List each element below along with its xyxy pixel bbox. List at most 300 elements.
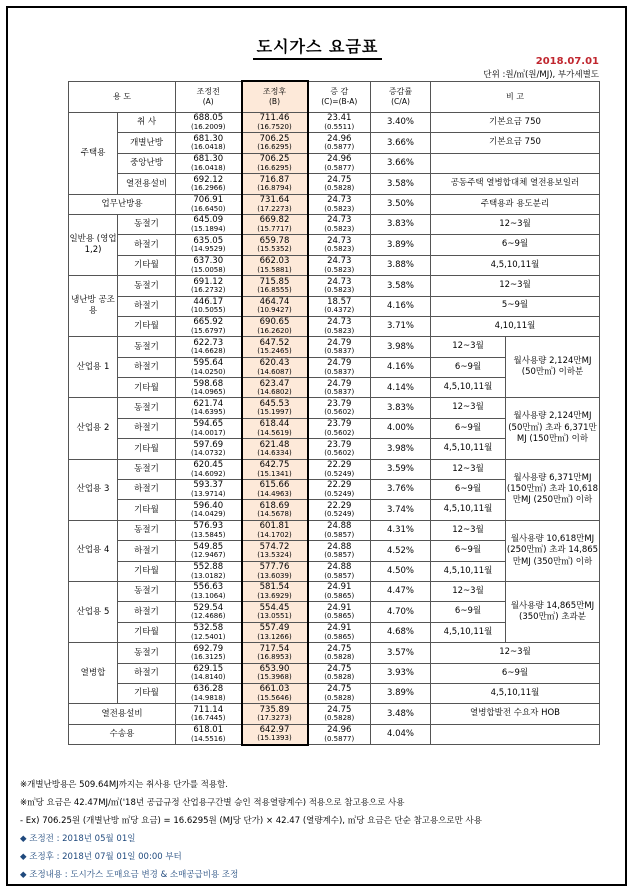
diff-cell — [308, 296, 371, 316]
after-cell — [242, 500, 308, 520]
before-cell — [176, 235, 242, 255]
before-cell-value: 645.09 — [193, 215, 224, 226]
before-cell — [176, 602, 242, 622]
table-row — [69, 214, 600, 234]
after-cell-per-mj: (16.6295) — [257, 143, 292, 152]
table-row — [69, 704, 600, 724]
usage-subtype: 중앙난방 — [118, 153, 176, 173]
diff-cell — [308, 602, 371, 622]
usage-subtype: 기타월 — [118, 439, 176, 459]
after-cell-per-mj: (15.1393) — [257, 734, 292, 743]
before-cell-value: 711.14 — [193, 704, 224, 715]
before-cell-per-mj: (13.9714) — [191, 489, 226, 498]
after-cell-value: 621.48 — [259, 439, 290, 450]
diff-cell-per-mj: (0.5249) — [324, 489, 355, 498]
before-cell — [176, 255, 242, 275]
before-cell-per-mj: (12.4686) — [191, 612, 226, 621]
tier-note: 월사용량 2,124만MJ (50만㎥) 초과 6,371만MJ (150만㎥) 이하 — [506, 398, 600, 459]
after-cell — [242, 724, 308, 744]
usage-subtype: 동절기 — [118, 398, 176, 418]
remark-cell: 6~9월 — [431, 541, 506, 561]
after-cell — [242, 520, 308, 540]
remark-cell: 주택용과 용도분리 — [431, 194, 600, 214]
diff-cell-value: 24.88 — [327, 521, 352, 532]
after-cell-value: 735.89 — [259, 704, 290, 715]
after-cell-per-mj: (16.2620) — [257, 326, 292, 335]
diff-cell-value: 24.96 — [327, 154, 352, 165]
diff-cell — [308, 704, 371, 724]
usage-subtype: 취 사 — [118, 113, 176, 133]
remark-cell: 4,5,10,11월 — [431, 622, 506, 642]
before-cell-per-mj: (14.0429) — [191, 510, 226, 519]
diff-cell-per-mj: (0.5828) — [324, 673, 355, 682]
diff-cell — [308, 316, 371, 336]
diff-cell-value: 23.41 — [327, 113, 352, 124]
remark-cell: 12~3월 — [431, 398, 506, 418]
after-cell-value: 574.72 — [259, 541, 290, 552]
before-cell — [176, 378, 242, 398]
after-cell-value: 620.43 — [259, 358, 290, 369]
before-cell — [176, 683, 242, 703]
after-cell-per-mj: (14.6334) — [257, 449, 292, 458]
rate-cell: 3.66% — [371, 153, 431, 173]
table-row — [69, 194, 600, 214]
usage-subtype: 기타월 — [118, 255, 176, 275]
usage-group: 산업용 5 — [69, 581, 118, 642]
usage-group: 산업용 2 — [69, 398, 118, 459]
note-line: ◆ 조정내용 : 도시가스 도매요금 변경 & 소매공급비용 조정 — [20, 870, 239, 880]
table-row — [69, 520, 600, 540]
after-cell — [242, 174, 308, 194]
before-cell-value: 529.54 — [193, 602, 224, 613]
before-cell-per-mj: (14.0965) — [191, 388, 226, 397]
after-cell-per-mj: (15.7717) — [257, 224, 292, 233]
usage-subtype: 개별난방 — [118, 133, 176, 153]
after-cell-value: 557.49 — [259, 623, 290, 634]
before-cell-per-mj: (14.0250) — [191, 367, 226, 376]
before-cell-per-mj: (14.0017) — [191, 428, 226, 437]
diff-cell-value: 24.88 — [327, 541, 352, 552]
before-cell-value: 598.68 — [193, 378, 224, 389]
before-cell-value: 692.12 — [193, 174, 224, 185]
table-row — [69, 663, 600, 683]
table-row — [69, 153, 600, 173]
table-row — [69, 398, 600, 418]
usage-header: 용 도 — [69, 81, 176, 113]
after-cell-value: 711.46 — [259, 113, 290, 124]
before-cell-per-mj: (14.0732) — [191, 449, 226, 458]
remark-cell: 6~9월 — [431, 418, 506, 438]
usage-subtype: 열전용설비 — [118, 174, 176, 194]
diff-cell-per-mj: (0.5602) — [324, 408, 355, 417]
before-cell — [176, 541, 242, 561]
note-line: ※㎥당 요금은 42.47MJ/㎥('18년 공급규정 산업용구간별 승인 적용열량계수) 적용으로 참고용으로 사용 — [20, 798, 405, 808]
usage-subtype: 기타월 — [118, 683, 176, 703]
diff-cell — [308, 153, 371, 173]
usage-subtype: 동절기 — [118, 520, 176, 540]
after-cell-per-mj: (17.3273) — [257, 714, 292, 723]
diff-cell — [308, 337, 371, 357]
diff-cell-value: 24.91 — [327, 602, 352, 613]
before-cell — [176, 357, 242, 377]
diff-cell-per-mj: (0.5823) — [324, 286, 355, 295]
table-row — [69, 276, 600, 296]
usage-subtype: 하절기 — [118, 663, 176, 683]
rate-cell: 3.98% — [371, 439, 431, 459]
diff-cell-value: 24.79 — [327, 378, 352, 389]
before-cell-value: 681.30 — [193, 154, 224, 165]
after-cell-value: 623.47 — [259, 378, 290, 389]
diff-cell-per-mj: (0.5857) — [324, 551, 355, 560]
before-cell-per-mj: (15.6797) — [191, 326, 226, 335]
rate-cell: 3.71% — [371, 316, 431, 336]
after-cell — [242, 459, 308, 479]
note-line: ※개별난방용은 509.64MJ까지는 취사용 단가를 적용함. — [20, 780, 229, 790]
diff-cell — [308, 357, 371, 377]
before-cell — [176, 500, 242, 520]
before-cell — [176, 581, 242, 601]
after-cell-value: 661.03 — [259, 684, 290, 695]
after-cell — [242, 398, 308, 418]
diff-cell-value: 23.79 — [327, 439, 352, 450]
after-cell — [242, 214, 308, 234]
before-cell-per-mj: (13.0182) — [191, 571, 226, 580]
after-cell — [242, 561, 308, 581]
diff-cell — [308, 622, 371, 642]
before-cell-per-mj: (13.5845) — [191, 530, 226, 539]
diff-cell-value: 24.73 — [327, 256, 352, 267]
usage-subtype: 하절기 — [118, 235, 176, 255]
after-cell — [242, 133, 308, 153]
diff-cell-value: 24.79 — [327, 337, 352, 348]
rate-header: 증감률 (C/A) — [371, 81, 431, 113]
diff-cell-per-mj: (0.5828) — [324, 693, 355, 702]
before-cell-per-mj: (14.9818) — [191, 693, 226, 702]
before-cell — [176, 194, 242, 214]
rate-cell: 4.14% — [371, 378, 431, 398]
usage-subtype: 동절기 — [118, 581, 176, 601]
after-cell-value: 731.64 — [259, 195, 290, 205]
after-cell — [242, 663, 308, 683]
footnotes — [20, 776, 482, 884]
usage-subtype: 기타월 — [118, 622, 176, 642]
rate-cell: 3.88% — [371, 255, 431, 275]
diff-header: 증 감 (C)=(B-A) — [308, 81, 371, 113]
after-cell-value: 581.54 — [259, 582, 290, 593]
usage-group: 주택용 — [69, 113, 118, 195]
after-cell — [242, 378, 308, 398]
diff-cell-per-mj: (0.5877) — [324, 143, 355, 152]
before-cell-per-mj: (16.3125) — [191, 653, 226, 662]
before-cell-per-mj: (14.8140) — [191, 673, 226, 682]
after-cell-per-mj: (16.8555) — [257, 286, 292, 295]
before-cell-per-mj: (14.9529) — [191, 245, 226, 254]
usage-subtype: 하절기 — [118, 418, 176, 438]
table-row — [69, 255, 600, 275]
usage-subtype: 하절기 — [118, 357, 176, 377]
rate-cell: 3.83% — [371, 214, 431, 234]
remark-cell: 4,10,11월 — [431, 316, 600, 336]
before-cell-value: 620.45 — [193, 460, 224, 471]
diff-cell-per-mj: (0.5828) — [324, 653, 355, 662]
before-cell-value: 593.37 — [193, 480, 224, 491]
diff-cell-per-mj: (0.5602) — [324, 428, 355, 437]
before-cell — [176, 398, 242, 418]
rate-cell: 3.58% — [371, 174, 431, 194]
remark-cell: 4,5,10,11월 — [431, 500, 506, 520]
diff-cell — [308, 255, 371, 275]
diff-cell-per-mj: (0.5857) — [324, 571, 355, 580]
before-cell-per-mj: (14.5516) — [191, 734, 226, 743]
rate-cell: 4.31% — [371, 520, 431, 540]
before-cell — [176, 296, 242, 316]
diff-cell-per-mj: (0.5877) — [324, 163, 355, 172]
after-cell-value: 577.76 — [259, 562, 290, 573]
before-cell — [176, 643, 242, 663]
before-header: 조정전 (A) — [176, 81, 242, 113]
before-cell-per-mj: (14.6628) — [191, 347, 226, 356]
after-cell-value: 618.69 — [259, 500, 290, 511]
rate-cell: 3.93% — [371, 663, 431, 683]
before-cell-per-mj: (12.5401) — [191, 632, 226, 641]
table-row — [69, 296, 600, 316]
remark-cell: 12~3월 — [431, 643, 600, 663]
after-cell-per-mj: (14.1702) — [257, 530, 292, 539]
diff-cell — [308, 378, 371, 398]
after-cell-value: 715.85 — [259, 276, 290, 287]
before-cell — [176, 113, 242, 133]
before-cell-value: 618.01 — [193, 725, 224, 736]
diff-cell — [308, 643, 371, 663]
before-cell — [176, 133, 242, 153]
diff-cell — [308, 194, 371, 214]
after-cell — [242, 255, 308, 275]
diff-cell-value: 24.79 — [327, 358, 352, 369]
rate-cell: 4.47% — [371, 581, 431, 601]
table-row — [69, 235, 600, 255]
before-cell — [176, 418, 242, 438]
usage-group: 산업용 4 — [69, 520, 118, 581]
usage-group: 산업용 1 — [69, 337, 118, 398]
before-cell-value: 706.91 — [193, 195, 224, 205]
remark-cell: 4,5,10,11월 — [431, 561, 506, 581]
diff-cell-per-mj: (0.5823) — [324, 265, 355, 274]
before-cell-per-mj: (16.2732) — [191, 286, 226, 295]
diff-cell-value: 24.73 — [327, 215, 352, 226]
after-cell — [242, 418, 308, 438]
usage-subtype: 동절기 — [118, 459, 176, 479]
before-cell-per-mj: (10.5055) — [191, 306, 226, 315]
diff-cell-per-mj: (0.5823) — [324, 224, 355, 233]
after-cell-per-mj: (13.1266) — [257, 632, 292, 641]
table-row — [69, 113, 600, 133]
rate-cell: 4.00% — [371, 418, 431, 438]
diff-cell-per-mj: (0.5865) — [324, 612, 355, 621]
tier-note: 월사용량 6,371만MJ (150만㎥) 초과 10,618만MJ (250만㎥) 이하 — [506, 459, 600, 520]
rate-cell: 3.66% — [371, 133, 431, 153]
diff-cell — [308, 439, 371, 459]
rate-cell: 3.83% — [371, 398, 431, 418]
after-cell-per-mj: (17.2273) — [257, 204, 292, 213]
diff-cell — [308, 113, 371, 133]
after-cell — [242, 316, 308, 336]
after-cell-per-mj: (14.6087) — [257, 367, 292, 376]
usage-subtype: 하절기 — [118, 602, 176, 622]
diff-cell — [308, 235, 371, 255]
before-cell-value: 556.63 — [193, 582, 224, 593]
before-cell-per-mj: (16.7445) — [191, 714, 226, 723]
before-cell-per-mj: (13.1064) — [191, 591, 226, 600]
before-cell-value: 688.05 — [193, 113, 224, 124]
diff-cell-value: 24.73 — [327, 235, 352, 246]
before-cell — [176, 337, 242, 357]
before-cell — [176, 153, 242, 173]
diff-cell-value: 23.79 — [327, 419, 352, 430]
before-cell-value: 596.40 — [193, 500, 224, 511]
diff-cell-value: 24.73 — [327, 276, 352, 287]
usage-subtype: 기타월 — [118, 500, 176, 520]
before-cell-value: 576.93 — [193, 521, 224, 532]
after-cell-per-mj: (15.3968) — [257, 673, 292, 682]
after-header: 조정후 (B) — [242, 81, 308, 113]
diff-cell — [308, 561, 371, 581]
diff-cell-value: 22.29 — [327, 480, 352, 491]
after-cell-value: 615.66 — [259, 480, 290, 491]
before-cell-value: 597.69 — [193, 439, 224, 450]
usage-group: 산업용 3 — [69, 459, 118, 520]
after-cell-value: 554.45 — [259, 602, 290, 613]
diff-cell-per-mj: (0.5249) — [324, 510, 355, 519]
diff-cell-value: 22.29 — [327, 460, 352, 471]
diff-cell-value: 24.96 — [327, 133, 352, 144]
diff-cell-per-mj: (0.5837) — [324, 347, 355, 356]
diff-cell-per-mj: (0.5823) — [324, 326, 355, 335]
diff-cell — [308, 398, 371, 418]
after-cell-per-mj: (14.6802) — [257, 388, 292, 397]
header-row — [69, 81, 600, 113]
before-cell-value: 532.58 — [193, 623, 224, 634]
after-cell-per-mj: (16.8953) — [257, 653, 292, 662]
after-cell-value: 706.25 — [259, 154, 290, 165]
after-cell-per-mj: (15.5352) — [257, 245, 292, 254]
after-cell — [242, 357, 308, 377]
after-cell-value: 706.25 — [259, 133, 290, 144]
before-cell-per-mj: (14.6092) — [191, 469, 226, 478]
diff-cell-per-mj: (0.5823) — [324, 245, 355, 254]
rate-cell: 4.50% — [371, 561, 431, 581]
after-cell — [242, 541, 308, 561]
before-cell-value: 681.30 — [193, 133, 224, 144]
diff-cell — [308, 214, 371, 234]
after-cell-value: 653.90 — [259, 663, 290, 674]
diff-cell — [308, 520, 371, 540]
remark-cell: 12~3월 — [431, 337, 506, 357]
remark-cell: 4,5,10,11월 — [431, 378, 506, 398]
after-cell-per-mj: (10.9427) — [257, 306, 292, 315]
remark-cell: 기본요금 750 — [431, 133, 600, 153]
rate-cell: 3.89% — [371, 683, 431, 703]
remark-cell: 12~3월 — [431, 276, 600, 296]
diff-cell — [308, 500, 371, 520]
remark-cell: 12~3월 — [431, 459, 506, 479]
before-cell — [176, 174, 242, 194]
after-cell — [242, 296, 308, 316]
remark-cell: 6~9월 — [431, 235, 600, 255]
before-cell-value: 549.85 — [193, 541, 224, 552]
rate-cell: 3.48% — [371, 704, 431, 724]
remark-cell: 4,5,10,11월 — [431, 683, 600, 703]
after-cell-value: 716.87 — [259, 174, 290, 185]
after-cell-per-mj: (13.0551) — [257, 612, 292, 621]
diff-cell-value: 24.75 — [327, 663, 352, 674]
before-cell-value: 621.74 — [193, 398, 224, 409]
diff-cell — [308, 174, 371, 194]
after-cell-per-mj: (13.5324) — [257, 551, 292, 560]
after-cell-per-mj: (15.1341) — [257, 469, 292, 478]
diff-cell-value: 24.75 — [327, 643, 352, 654]
table-row — [69, 581, 600, 601]
before-cell-per-mj: (12.9467) — [191, 551, 226, 560]
before-cell-value: 622.73 — [193, 337, 224, 348]
after-cell-value: 717.54 — [259, 643, 290, 654]
remark-cell: 6~9월 — [431, 602, 506, 622]
after-cell — [242, 276, 308, 296]
after-cell-per-mj: (14.5619) — [257, 428, 292, 437]
diff-cell-per-mj: (0.5823) — [324, 204, 355, 213]
usage-group: 수송용 — [69, 724, 176, 744]
diff-cell-per-mj: (0.5828) — [324, 184, 355, 193]
diff-cell-per-mj: (0.5837) — [324, 367, 355, 376]
tier-note: 월사용량 10,618만MJ (250만㎥) 초과 14,865만MJ (350만㎥) 이하 — [506, 520, 600, 581]
after-cell-per-mj: (16.6295) — [257, 163, 292, 172]
diff-cell-value: 24.75 — [327, 174, 352, 185]
usage-subtype: 동절기 — [118, 276, 176, 296]
rate-cell: 3.98% — [371, 337, 431, 357]
before-cell — [176, 704, 242, 724]
rate-cell: 3.89% — [371, 235, 431, 255]
table-row — [69, 683, 600, 703]
after-cell-value: 642.97 — [259, 724, 290, 735]
after-cell-per-mj: (13.6039) — [257, 571, 292, 580]
usage-subtype: 동절기 — [118, 643, 176, 663]
before-cell — [176, 724, 242, 744]
diff-cell-per-mj: (0.5828) — [324, 714, 355, 723]
after-cell — [242, 113, 308, 133]
diff-cell-per-mj: (0.5602) — [324, 449, 355, 458]
before-cell-per-mj: (16.6450) — [191, 204, 226, 213]
usage-group: 열전용설비 — [69, 704, 176, 724]
remark-cell: 기본요금 750 — [431, 113, 600, 133]
after-cell-value: 464.74 — [259, 296, 290, 307]
diff-cell-per-mj: (0.5865) — [324, 632, 355, 641]
before-cell-value: 635.05 — [193, 235, 224, 246]
before-cell-value: 594.65 — [193, 419, 224, 430]
diff-cell — [308, 581, 371, 601]
remark-cell: 4,5,10,11월 — [431, 255, 600, 275]
before-cell — [176, 622, 242, 642]
after-cell — [242, 602, 308, 622]
after-cell-per-mj: (14.5678) — [257, 510, 292, 519]
after-cell-value: 601.81 — [259, 521, 290, 532]
usage-group: 업무난방용 — [69, 194, 176, 214]
effective-date: 2018.07.01 — [535, 56, 599, 67]
usage-subtype: 하절기 — [118, 296, 176, 316]
diff-cell-value: 18.57 — [327, 296, 352, 307]
before-cell — [176, 276, 242, 296]
rate-cell: 4.52% — [371, 541, 431, 561]
diff-cell-per-mj: (0.5249) — [324, 469, 355, 478]
after-cell — [242, 581, 308, 601]
